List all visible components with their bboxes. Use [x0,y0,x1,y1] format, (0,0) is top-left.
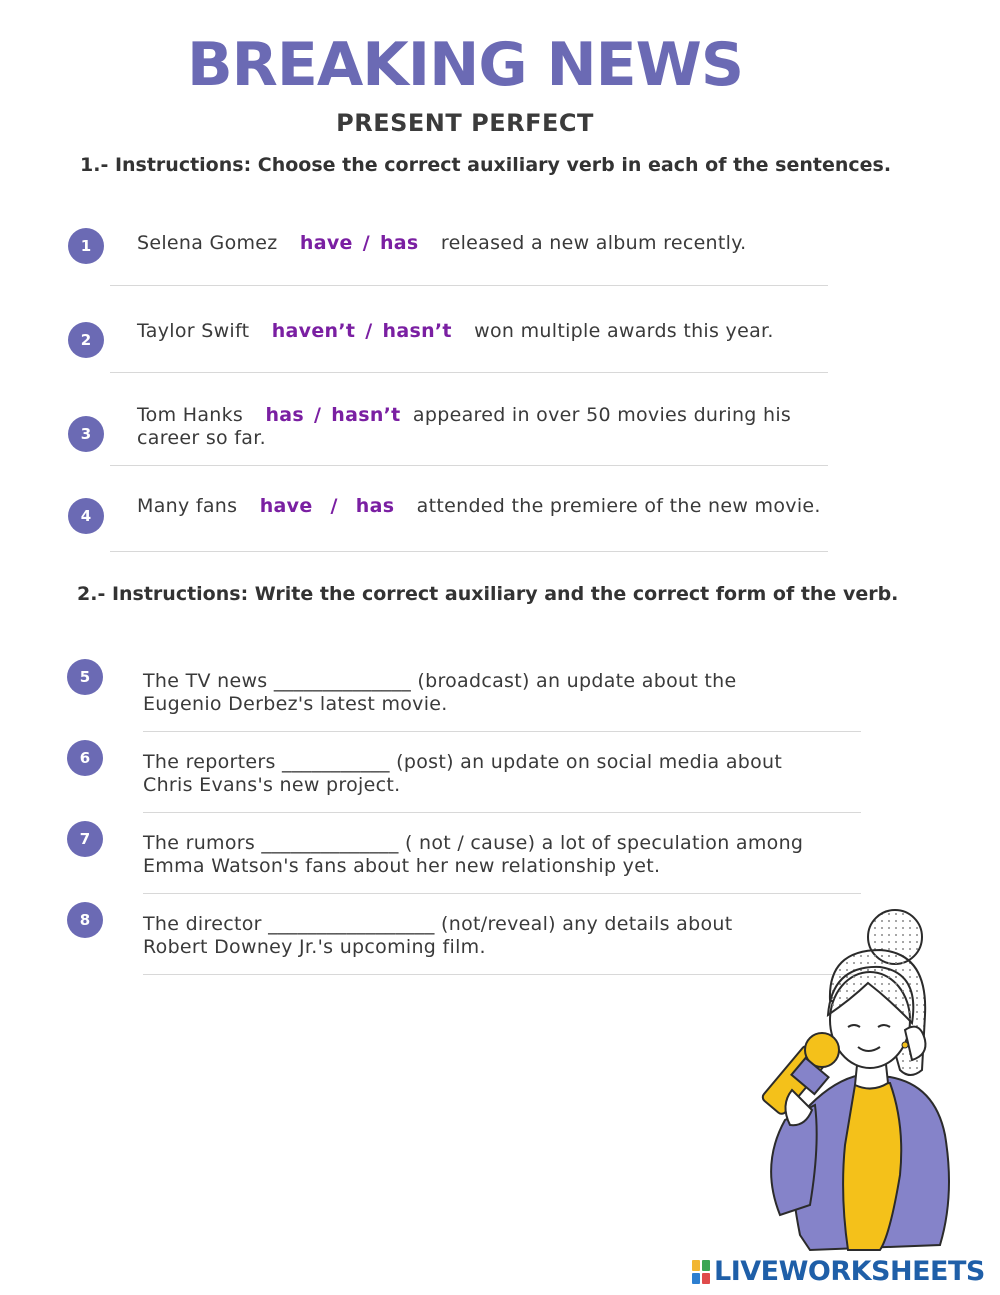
answer-divider [110,551,828,552]
answer-divider [110,465,828,466]
option-have-button[interactable]: have [299,232,353,254]
page-title: BREAKING NEWS [186,30,744,100]
sentence-line-1[interactable]: The reporters ___________ (post) an update on social media about [143,751,783,773]
sentence-before: Tom Hanks [137,404,244,426]
page-subtitle: PRESENT PERFECT [336,109,594,137]
option-have-button[interactable]: have [259,495,313,517]
question-8-sentence [143,913,732,959]
section2-instruction: 2.- Instructions: Write the correct auxiliary and the correct form of the verb. [77,583,899,605]
option-hasnt-button[interactable]: hasn’t [331,404,401,426]
answer-divider [110,372,828,373]
sentence-line-1[interactable]: The TV news ______________ (broadcast) an update about the [143,670,737,692]
question-number-badge: 7 [67,821,103,857]
question-7-sentence [143,832,803,878]
question-number-badge: 5 [67,659,103,695]
question-number-badge: 8 [67,902,103,938]
sentence-after: won multiple awards this year. [474,320,774,342]
logo-text: LIVEWORKSHEETS [714,1256,985,1287]
question-number-badge: 1 [68,228,104,264]
logo-icon [692,1260,710,1284]
option-has-button[interactable]: has [265,404,305,426]
sentence-before: Many fans [137,495,238,517]
sentence-line-1[interactable]: The director _________________ (not/reveal) any details about [143,913,733,935]
sentence-after: appeared in over 50 movies during his [412,404,792,426]
question-2-sentence [137,320,774,343]
sentence-line-2: Emma Watson's fans about her new relationship yet. [143,855,661,877]
option-separator: / [314,404,322,426]
sentence-line-1[interactable]: The rumors ______________ ( not / cause) a lot of speculation among [143,832,804,854]
question-3-sentence [137,404,791,450]
sentence-line-2: Eugenio Derbez's latest movie. [143,693,448,715]
answer-divider [110,285,828,286]
question-4-sentence [137,495,821,518]
answer-divider [143,812,861,813]
sentence-before: Selena Gomez [137,232,278,254]
sentence-after: attended the premiere of the new movie. [416,495,821,517]
question-number-badge: 3 [68,416,104,452]
option-hasnt-button[interactable]: hasn’t [382,320,452,342]
option-havent-button[interactable]: haven’t [271,320,356,342]
question-number-badge: 2 [68,322,104,358]
sentence-continuation: career so far. [137,427,266,449]
answer-divider [143,731,861,732]
reporter-illustration [740,905,1000,1255]
option-has-button[interactable]: has [379,232,419,254]
sentence-before: Taylor Swift [137,320,250,342]
answer-divider [143,893,861,894]
question-number-badge: 6 [67,740,103,776]
option-separator: / [365,320,373,342]
option-separator: / [330,495,338,517]
option-separator: / [362,232,370,254]
question-1-sentence [137,232,746,255]
question-number-badge: 4 [68,498,104,534]
section1-instruction: 1.- Instructions: Choose the correct auxiliary verb in each of the sentences. [80,154,892,176]
question-5-sentence [143,670,737,716]
liveworksheets-logo[interactable] [692,1256,985,1287]
sentence-line-2: Robert Downey Jr.'s upcoming film. [143,936,486,958]
question-6-sentence [143,751,782,797]
option-has-button[interactable]: has [355,495,395,517]
sentence-line-2: Chris Evans's new project. [143,774,401,796]
sentence-after: released a new album recently. [440,232,747,254]
